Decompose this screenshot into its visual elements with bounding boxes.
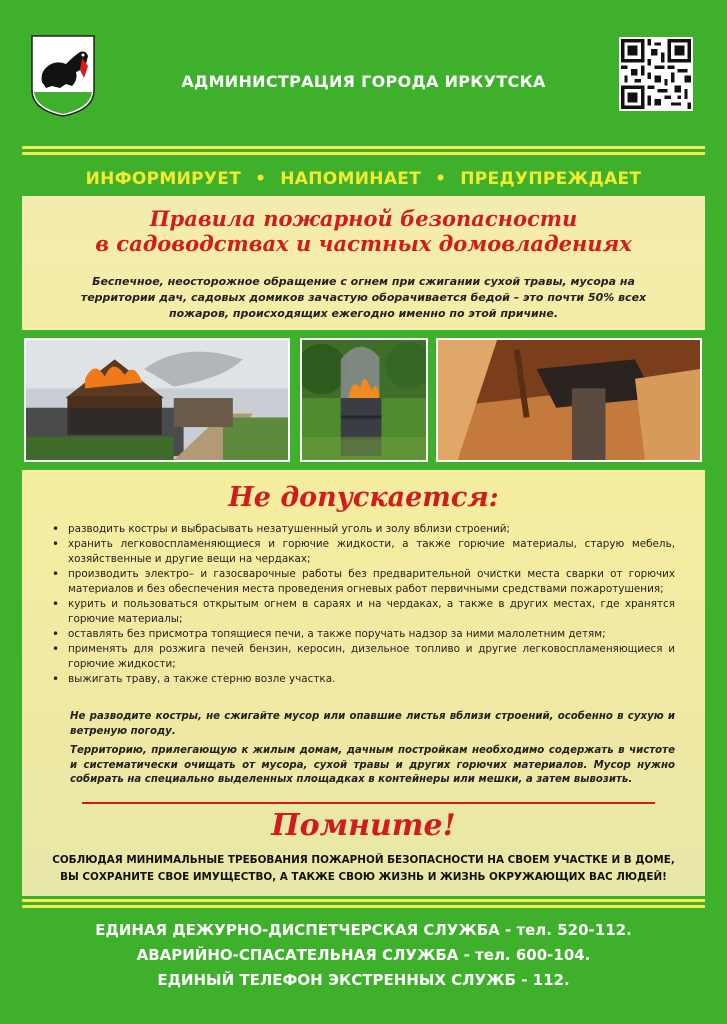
top-stripes xyxy=(22,146,705,158)
list-item: • выжигать траву, а также стерню возле участка. xyxy=(52,672,675,687)
slogan-reminds: НАПОМИНАЕТ xyxy=(280,169,422,189)
list-item: • курить и пользоваться открытым огнем в сараях и на чердаках, а также в других местах, где хранятся горючие материалы; xyxy=(52,597,675,627)
slogan-banner xyxy=(22,162,705,196)
list-item: • разводить костры и выбрасывать незатушенный уголь и золу вблизи строений; xyxy=(52,522,675,537)
contact-emergency: ЕДИНЫЙ ТЕЛЕФОН ЭКСТРЕННЫХ СЛУЖБ - 112. xyxy=(157,971,570,989)
content-panel xyxy=(22,162,705,896)
slogan-informs: ИНФОРМИРУЕТ xyxy=(85,169,242,189)
slogan-separator: • xyxy=(255,169,267,189)
qr-code-icon[interactable] xyxy=(619,37,693,111)
title-line-2: в садоводствах и частных домовладениях xyxy=(95,231,632,256)
remember-line-2: ВЫ СОХРАНИТЕ СВОЕ ИМУЩЕСТВО, А ТАКЖЕ СВОЮ ЖИЗНЬ И ЖИЗНЬ ОКРУЖАЮЩИХ ВАС ЛЮДЕЙ! xyxy=(60,871,667,883)
burning-barrel-photo xyxy=(300,338,428,462)
prohibited-heading: Не допускается: xyxy=(228,482,499,513)
remember-heading: Помните! xyxy=(271,808,456,843)
advice-paragraph-1: Не разводите костры, не сжигайте мусор или опавшие листья вблизи строений, особенно в сухую и ветреную погоду. xyxy=(70,711,675,737)
slogan-warns: ПРЕДУПРЕЖДАЕТ xyxy=(460,169,642,189)
organization-title: АДМИНИСТРАЦИЯ ГОРОДА ИРКУТСКА xyxy=(181,72,546,91)
contact-dispatch: ЕДИНАЯ ДЕЖУРНО-ДИСПЕТЧЕРСКАЯ СЛУЖБА - тел. 520-112. xyxy=(95,921,632,939)
remember-text xyxy=(42,852,685,886)
emergency-contacts xyxy=(0,918,727,993)
prohibited-list xyxy=(52,522,675,687)
bottom-stripes xyxy=(22,899,705,911)
page-title xyxy=(22,206,705,256)
list-item: • применять для розжига печей бензин, керосин, дизельное топливо и другие легковоспламеняющиеся и горючие жидкости; xyxy=(52,642,675,672)
intro-text: Беспечное, неосторожное обращение с огнем при сжигании сухой травы, мусора на территории дач, садовых домиков зачастую оборачивается бедой – это почти 50% всех пожаров, происходящих ежегодно именно по этой причине. xyxy=(80,275,647,320)
divider xyxy=(82,802,655,804)
slogan-separator: • xyxy=(435,169,447,189)
list-item: • оставлять без присмотра топящиеся печи, а также поручать надзор за ними малолетним детям; xyxy=(52,627,675,642)
photo-strip xyxy=(22,330,705,470)
list-item: • хранить легковоспламеняющиеся и горючие жидкости, а также горючие материалы, старую мебель, хозяйственные и другие вещи на чердаках; xyxy=(52,537,675,567)
poster-header xyxy=(0,0,727,150)
remember-line-1: СОБЛЮДАЯ МИНИМАЛЬНЫЕ ТРЕБОВАНИЯ ПОЖАРНОЙ БЕЗОПАСНОСТИ НА СВОЕМ УЧАСТКЕ И В ДОМЕ, xyxy=(52,854,675,866)
burning-house-photo xyxy=(24,338,290,462)
burned-attic-photo xyxy=(436,338,702,462)
title-line-1: Правила пожарной безопасности xyxy=(149,206,578,231)
list-item: • производить электро– и газосварочные работы без предварительной очистки места сварки от горючих материалов и без обеспечения места проведения огневых работ первичными средствами пожаротушения; xyxy=(52,567,675,597)
contact-rescue: АВАРИЙНО-СПАСАТЕЛЬНАЯ СЛУЖБА - тел. 600-104. xyxy=(136,946,591,964)
advice-paragraph-2: Территорию, прилегающую к жилым домам, дачным постройкам необходимо содержать в чистоте и систематически очищать от мусора, сухой травы и других горючих материалов. Мусор нужно собирать на специально выделенных площадках в контейнеры или мешки, а затем вывозить. xyxy=(70,745,675,785)
